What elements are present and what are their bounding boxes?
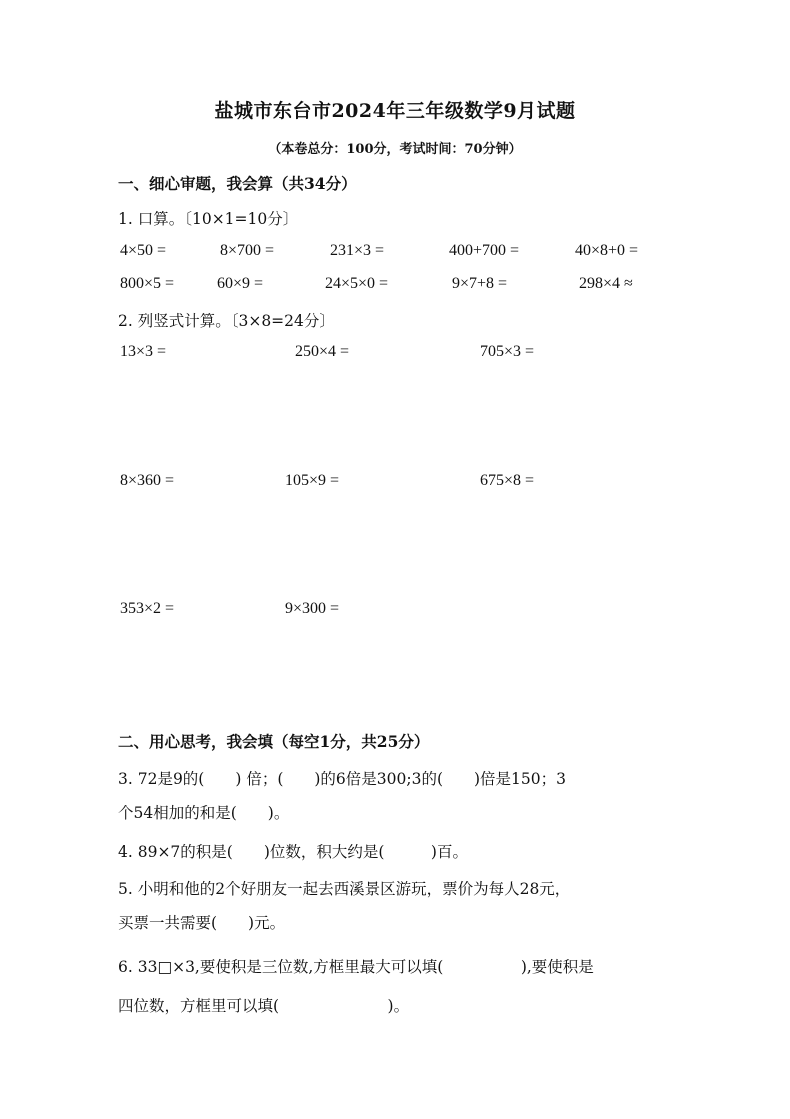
q1-label: 1. 口算。〔10×1=10分〕 — [118, 210, 299, 228]
vertical-calc-item: 353×2 = — [120, 600, 175, 617]
q3-text-continued: 个54相加的和是( )。 — [118, 804, 290, 822]
oral-calc-item: 4×50 = — [120, 242, 167, 259]
exam-info: （本卷总分：100分，考试时间：70分钟） — [268, 142, 522, 157]
q2-label: 2. 列竖式计算。〔3×8=24分〕 — [118, 312, 335, 330]
oral-calc-item: 9×7+8 = — [452, 275, 508, 292]
vertical-calc-item: 8×360 = — [120, 472, 175, 489]
q4-text: 4. 89×7的积是( )位数，积大约是( )百。 — [118, 843, 468, 861]
oral-calc-item: 24×5×0 = — [325, 275, 389, 292]
section-1-heading: 一、细心审题，我会算（共34分） — [118, 174, 357, 193]
vertical-calc-item: 13×3 = — [120, 343, 167, 360]
q5-text: 5. 小明和他的2个好朋友一起去西溪景区游玩，票价为每人28元， — [118, 880, 571, 898]
page-title: 盐城市东台市2024年三年级数学9月试题 — [214, 100, 576, 122]
oral-calc-item: 400+700 = — [449, 242, 520, 259]
oral-calc-item: 298×4 ≈ — [579, 275, 633, 292]
section-2-heading: 二、用心思考，我会填（每空1分，共25分） — [118, 732, 430, 751]
oral-calc-item: 800×5 = — [120, 275, 175, 292]
oral-calc-item: 60×9 = — [217, 275, 264, 292]
vertical-calc-item: 250×4 = — [295, 343, 350, 360]
vertical-calc-item: 105×9 = — [285, 472, 340, 489]
oral-calc-item: 231×3 = — [330, 242, 385, 259]
q6-text: 6. 33□×3,要使积是三位数,方框里最大可以填( ),要使积是 — [118, 958, 594, 976]
vertical-calc-item: 9×300 = — [285, 600, 340, 617]
vertical-calc-item: 705×3 = — [480, 343, 535, 360]
q3-text: 3. 72是9的( ) 倍；( )的6倍是300;3的( )倍是150；3 — [118, 770, 566, 788]
oral-calc-item: 8×700 = — [220, 242, 275, 259]
q5-text-continued: 买票一共需要( )元。 — [118, 914, 286, 932]
oral-calc-item: 40×8+0 = — [575, 242, 639, 259]
vertical-calc-item: 675×8 = — [480, 472, 535, 489]
q6-text-continued: 四位数，方框里可以填( )。 — [118, 997, 410, 1015]
